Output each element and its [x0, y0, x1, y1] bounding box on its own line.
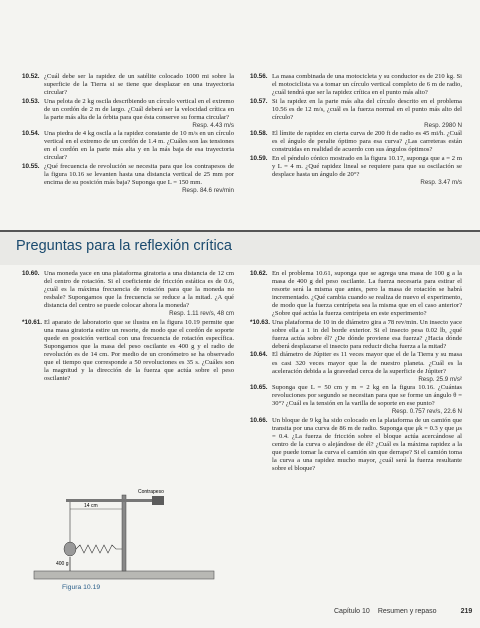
problem-answer: Resp. 4.43 m/s: [192, 121, 234, 129]
problem-text: En el problema 10.61, suponga que se agrega una masa de 100 g a la masa de 400 g del peso oscilante. La fuerza necesaria para estirar el resorte será la misma que antes, pero la masa de rotación se habrá incrementado. ¿Qué cambia cuando se realiza de nuevo el experimento, de modo que la fuerza centrípeta sea la misma que en el caso anterior? ¿Sobre qué actúa la fuerza centrípeta en este experimento?: [272, 270, 462, 318]
problem-answer: Resp. 25.9 m/s²: [418, 375, 462, 383]
problem-text: El límite de rapidez en cierta curva de 200 ft de radio es 45 mi/h. ¿Cuál es el ángulo de peralte óptimo para esa curva? ¿Las carreteras están construidas en realidad de acuerdo con sus ángulos óptimos?: [272, 130, 462, 154]
problem-number: 10.52.: [22, 73, 40, 80]
label-mass: 400 g: [56, 561, 69, 567]
problem-item: [250, 417, 462, 473]
problem-text: Una plataforma de 10 in de diámetro gira a 78 rev/min. Un insecto yace sobre ella a 1 in del borde exterior. Si el insecto pesa 0.02 lb, ¿qué fuerza actúa sobre él? ¿De dónde proviene esa fuerza? ¿Hacia dónde deberá desplazarse el insecto para reducir dicha fuerza a la mitad?: [272, 318, 462, 350]
label-counterweight: Contrapeso: [138, 489, 164, 495]
page-footer: [334, 608, 472, 615]
vertical-shaft: [122, 495, 126, 571]
footer-subtitle: Resumen y repaso: [377, 608, 437, 615]
problem-item: [250, 73, 462, 97]
page-number: 219: [460, 608, 473, 615]
problem-item: [22, 163, 234, 195]
problem-text: ¿Cuál debe ser la rapidez de un satélite colocado 1000 mi sobre la superficie de la Tierra si se tiene que desplazar en una trayectoria circular?: [44, 73, 234, 97]
apparatus-drawing: [26, 487, 218, 583]
problems-bottom-right: [250, 270, 462, 474]
rotating-arm: [66, 499, 162, 502]
problem-answer: Resp. 1.11 rev/s, 48 cm: [169, 310, 234, 318]
problem-number: 10.58.: [250, 130, 268, 138]
problem-text: Una piedra de 4 kg oscila a la rapidez constante de 10 m/s en un círculo vertical en el extremo de un cordón de 1.4 m. ¿Cuáles son las tensiones en el cordón en la parte más alta y en la más baja de esa trayectoria circular?: [44, 130, 234, 162]
problem-item: [250, 384, 462, 416]
spring: [76, 545, 122, 553]
problem-number: 10.64.: [250, 351, 268, 359]
counterweight: [152, 496, 164, 505]
problem-number: *10.63.: [250, 318, 270, 326]
problem-answer: Resp. 2980 N: [424, 121, 462, 129]
problem-number: 10.56.: [250, 73, 268, 80]
problem-text: Un bloque de 9 kg ha sido colocado en la plataforma de un camión que transita por una curva de 86 m de radio. Suponga que μk = 0.3 y que μs = 0.4. ¿La fuerza de fricción sobre el bloque actúa acercándose al centro de la curva o alejándose de él? ¿Cuál es la máxima rapidez a la que puede tomar la curva el camión sin que derrape? Si el camión toma la curva a una rapidez mucho mayor, ¿cuál será la fuerza resultante sobre el bloque?: [272, 416, 462, 473]
problem-number: 10.53.: [22, 97, 40, 105]
problems-top-right: [250, 73, 462, 188]
problem-item: [22, 319, 234, 383]
problem-answer: Resp. 84.6 rev/min: [182, 187, 234, 195]
problem-number: 10.66.: [250, 416, 268, 424]
problem-item: [250, 319, 462, 351]
problem-number: 10.65.: [250, 384, 268, 392]
problem-number: 10.57.: [250, 97, 268, 105]
problems-bottom-left: [22, 270, 234, 384]
problem-answer: Resp. 0.757 rev/s, 22.6 N: [391, 408, 462, 416]
footer-chapter: Capítulo 10: [334, 608, 370, 615]
problem-text: En el péndulo cónico mostrado en la figura 10.17, suponga que a = 2 m y L = 4 m. ¿Qué rapidez lineal se requiere para que su oscilación se desplace hasta un ángulo de 20°?: [272, 154, 462, 179]
problem-number: 10.60.: [22, 270, 40, 277]
problem-text: El aparato de laboratorio que se ilustra en la figura 10.19 permite que una masa giratoria estire un resorte, de modo que el cordón de soporte quede en posición vertical con una frecuencia de rotación específica. Supongamos que la masa del peso oscilante es 400 g y el radio de revolución es de 14 cm. Por medio de un cronómetro se ha observado que el tiempo que corresponde a 50 revoluciones es 35 s. ¿Cuáles son la magnitud y la dirección de la fuerza que actúa sobre el peso oscilante?: [44, 318, 234, 383]
problem-item: [250, 270, 462, 318]
problem-number: 10.62.: [250, 270, 268, 277]
problem-number: 10.54.: [22, 130, 40, 138]
problem-item: [22, 98, 234, 130]
problem-text: La masa combinada de una motocicleta y su conductor es de 210 kg. Si el motociclista va a tomar un círculo vertical completo de 6 m de radio, ¿cuál tendrá que ser la rapidez crítica en el punto más alto?: [272, 73, 462, 97]
figure-caption: Figura 10.19: [62, 584, 101, 591]
problem-number: 10.59.: [250, 154, 268, 162]
problem-text: Suponga que L = 50 cm y m = 2 kg en la figura 10.16. ¿Cuántas revoluciones por segundo se necesitan para que se forme un ángulo θ = 30°? ¿Cuál es la tensión en la varilla de soporte en ese punto?: [272, 384, 462, 408]
problem-number: 10.55.: [22, 163, 40, 171]
problem-item: [22, 270, 234, 318]
label-radius: 14 cm: [84, 503, 98, 509]
problem-text: Una moneda yace en una plataforma giratoria a una distancia de 12 cm del centro de rotación. Si el coeficiente de fricción estática es de 0.6, ¿cuál es la máxima frecuencia de rotación para que la moneda no resbale? Supongamos que la frecuencia se reduce a la mitad. ¿A qué distancia del centro se puede colocar ahora la moneda?: [44, 270, 234, 310]
problem-item: [250, 351, 462, 383]
problem-text: Una pelota de 2 kg oscila describiendo un círculo vertical en el extremo de un cordón de 2 m de largo. ¿Cuál deberá ser la velocidad crítica en la parte más alta de la órbita para que ésta conserve su forma circular?: [44, 97, 234, 121]
problems-top-left: [22, 73, 234, 196]
problem-item: [250, 155, 462, 187]
problem-text: El diámetro de Júpiter es 11 veces mayor que el de la Tierra y su masa es casi 320 veces mayor que la de nuestro planeta. ¿Cuál es la aceleración debida a la gravedad cerca de la superficie de Júpiter?: [272, 351, 462, 375]
base-plate: [34, 571, 214, 579]
problem-text: ¿Qué frecuencia de revolución se necesita para que los contrapesos de la figura 10.16 se levanten hasta una distancia vertical de 25 mm por encima de su posición más baja? Suponga que L = 150 mm.: [44, 163, 234, 187]
problem-item: [22, 73, 234, 97]
problem-text: Si la rapidez en la parte más alta del círculo descrito en el problema 10.56 es de 12 m/s, ¿cuál es la fuerza normal en el punto más alto del círculo?: [272, 97, 462, 121]
problem-item: [22, 130, 234, 162]
section-title: Preguntas para la reflexión crítica: [16, 238, 232, 254]
hanging-bob: [64, 542, 76, 556]
figure-10-19: [26, 487, 218, 583]
problem-item: [250, 98, 462, 130]
problem-item: [250, 130, 462, 154]
problem-number: *10.61.: [22, 318, 42, 326]
problem-answer: Resp. 3.47 m/s: [420, 179, 462, 187]
